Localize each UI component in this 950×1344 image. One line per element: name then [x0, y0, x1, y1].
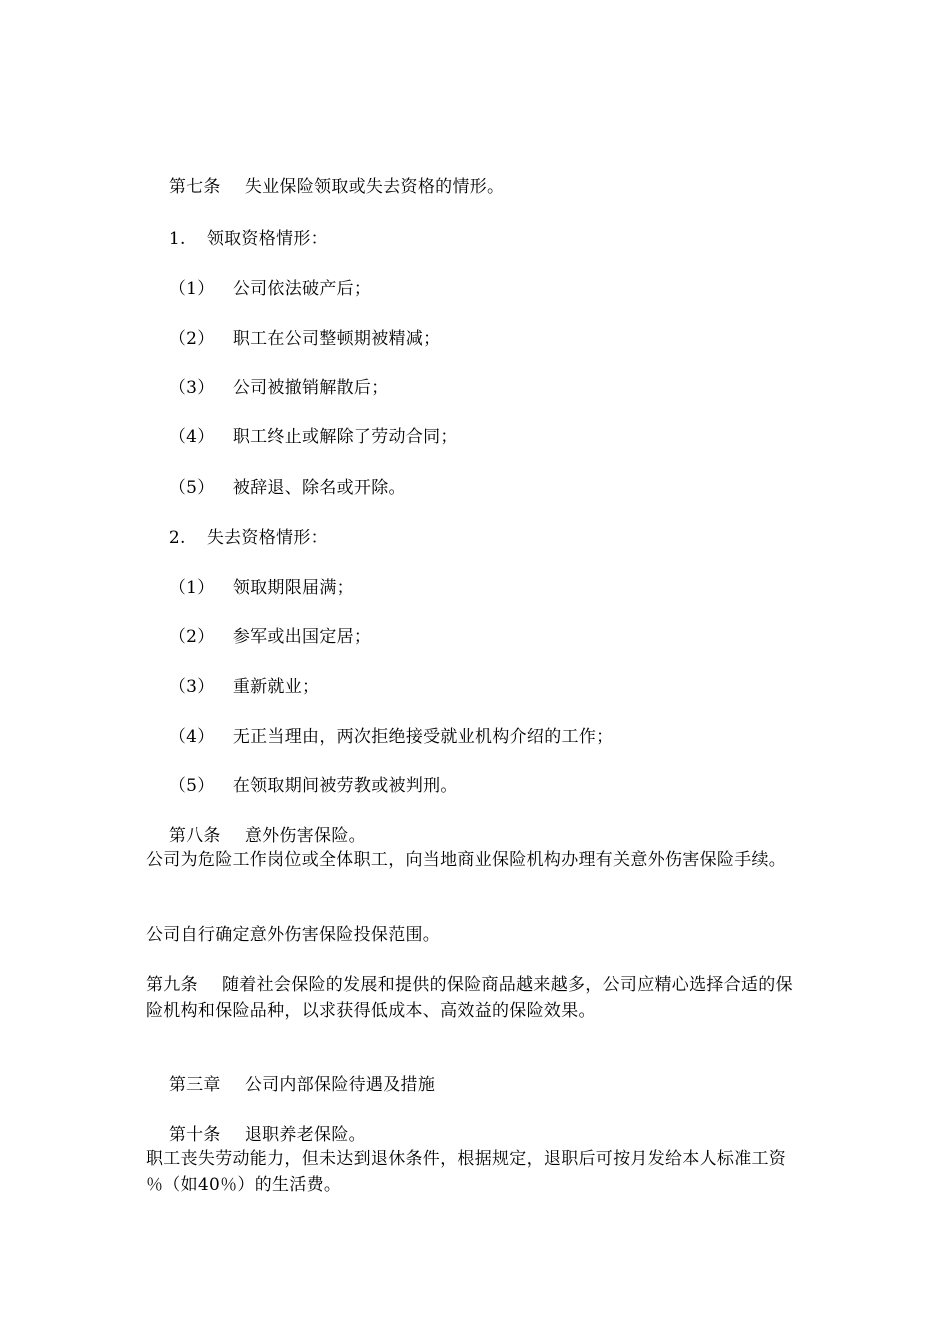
section-2-number: 2. — [168, 528, 186, 548]
list-item-text: 重新就业； — [232, 677, 320, 697]
article-8-label: 第八条 — [168, 826, 221, 846]
article-10-label: 第十条 — [168, 1125, 221, 1145]
list-item-number: （3） — [168, 677, 215, 697]
list-item-number: （5） — [168, 776, 215, 796]
section-2-title: 失去资格情形： — [206, 528, 328, 548]
list-item-text: 被辞退、除名或开除。 — [232, 478, 406, 498]
list-item-text: 领取期限届满； — [232, 578, 354, 598]
chapter-3-label: 第三章 — [168, 1075, 221, 1095]
list-item-text: 职工终止或解除了劳动合同； — [232, 427, 458, 447]
article-8-paragraph-2: 公司自行确定意外伤害保险投保范围。 — [146, 925, 441, 945]
section-1-number: 1. — [168, 229, 186, 249]
article-7-title: 失业保险领取或失去资格的情形。 — [244, 177, 505, 197]
article-10-paragraph-1: 职工丧失劳动能力，但未达到退休条件，根据规定，退职后可按月发给本人标准工资 ％（如40％）的生活费。 — [146, 1149, 804, 1195]
article-9-paragraph — [146, 972, 802, 1024]
article-7-label: 第七条 — [168, 177, 221, 197]
article-9-label: 第九条 — [146, 975, 198, 995]
list-item-text: 公司依法破产后； — [232, 279, 372, 299]
list-item-text: 职工在公司整顿期被精减； — [232, 329, 441, 349]
list-item-number: （4） — [168, 427, 215, 447]
list-item-text: 公司被撤销解散后； — [232, 378, 389, 398]
list-item-text: 无正当理由，两次拒绝接受就业机构介绍的工作； — [232, 727, 614, 747]
list-item-number: （2） — [168, 329, 215, 349]
list-item-number: （3） — [168, 378, 215, 398]
list-item-number: （2） — [168, 627, 215, 647]
list-item-number: （5） — [168, 478, 215, 498]
list-item-text: 在领取期间被劳教或被判刑。 — [232, 776, 458, 796]
article-8-title: 意外伤害保险。 — [244, 826, 366, 846]
article-8-paragraph-1: 公司为危险工作岗位或全体职工，向当地商业保险机构办理有关意外伤害保险手续。 — [146, 850, 787, 870]
section-1-title: 领取资格情形： — [206, 229, 328, 249]
chapter-3-title: 公司内部保险待遇及措施 — [244, 1075, 436, 1095]
list-item-number: （4） — [168, 727, 215, 747]
list-item-text: 参军或出国定居； — [232, 627, 372, 647]
list-item-number: （1） — [168, 578, 215, 598]
article-9-text: 随着社会保险的发展和提供的保险商品越来越多，公司应精心选择合适的保险机构和保险品种，以求获得低成本、高效益的保险效果。 — [146, 975, 793, 1021]
list-item-number: （1） — [168, 279, 215, 299]
article-10-title: 退职养老保险。 — [244, 1125, 366, 1145]
